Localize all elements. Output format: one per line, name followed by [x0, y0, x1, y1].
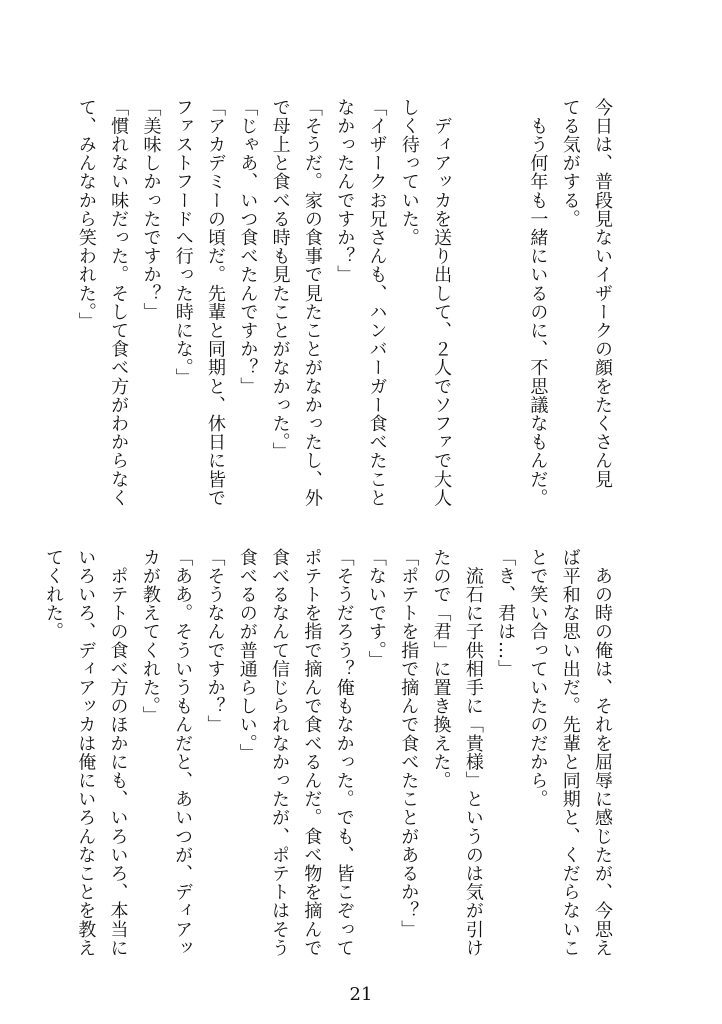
text-line: なかったんですか？」	[334, 98, 356, 284]
text-line: しく待っていた。	[398, 98, 420, 247]
text-line: たので「君」に置き換えた。	[430, 548, 452, 790]
text-line: ポテトの食べ方のほかにも、いろいろ、本当に	[107, 548, 129, 958]
text-line: で母上と食べる時も見たことがなかった。」	[269, 98, 291, 461]
text-line: てくれた。	[42, 548, 64, 641]
text-line: 「アカデミーの頃だ。先輩と同期と、休日に皆で	[205, 98, 227, 508]
text-line: 流石に子供相手に「貴様」というのは気が引け	[462, 548, 484, 958]
text-line: 「じゃあ、いつ食べたんですか？」	[237, 98, 259, 396]
text-line: 「イザークお兄さんも、ハンバーガー食べたこと	[366, 98, 388, 508]
text-block-lower	[42, 548, 618, 968]
text-line: もう何年も一緒にいるのに、不思議なもんだ。	[527, 98, 549, 508]
text-line: 「そうだ。家の食事で見たことがなかったし、外	[301, 98, 323, 508]
text-line: 今日は、普段見ないイザークの顔をたくさん見	[592, 98, 613, 489]
text-line: 「ああ。そういうもんだと、あいつが、ディアッ	[172, 548, 194, 958]
text-line: ファストフードへ行った時にな。」	[172, 98, 194, 387]
text-line: 「そうなんですか？」	[204, 548, 226, 734]
text-line: ディアッカを送り出して、２人でソファで大人	[431, 98, 453, 508]
text-line: あの時の俺は、それを屈辱に感じたが、今思え	[592, 548, 613, 958]
text-line: いろいろ、ディアッカは俺にいろんなことを教え	[75, 548, 97, 958]
blank-line	[489, 98, 521, 518]
text-line: 「き、君は…」	[495, 548, 517, 679]
text-line: ポテトを指で摘んで食べるんだ。食べ物を摘んで	[301, 548, 323, 958]
text-line: 「慣れない味だった。そして食べ方がわからなく	[108, 98, 130, 508]
text-line: 「美味しかったですか？」	[140, 98, 162, 322]
text-block-upper	[75, 98, 618, 518]
page-number: 21	[349, 984, 373, 1005]
blank-line	[457, 98, 489, 518]
text-line: カが教えてくれた。」	[139, 548, 161, 725]
text-line: 「ないです。」	[365, 548, 387, 670]
text-line: とで笑い合っていたのだから。	[527, 548, 549, 809]
text-line: 食べるなんて信じられなかったが、ポテトはそう	[269, 548, 291, 958]
text-line: 「ポテトを指で摘んで食べたことがあるか？」	[398, 548, 420, 939]
text-line: てる気がする。	[559, 98, 581, 229]
text-line: ば平和な思い出だ。先輩と同期と、くだらないこ	[559, 548, 581, 958]
text-line: 「そうだろう？俺もなかった。でも、皆こぞって	[333, 548, 355, 958]
text-line: て、みんなから笑われた。」	[75, 98, 97, 331]
text-line: 食べるのが普通らしい。」	[236, 548, 258, 763]
